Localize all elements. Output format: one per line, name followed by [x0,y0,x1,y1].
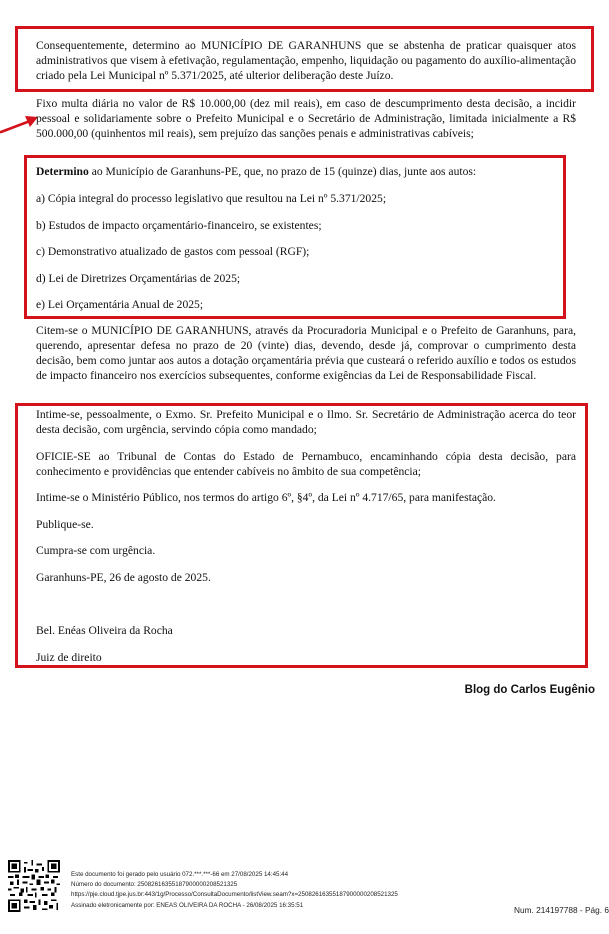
paragraph-determino [36,164,556,179]
paragraph-cumpra: Cumpra-se com urgência. [36,544,156,557]
footer-info [71,870,398,911]
signature-title: Juiz de direito [36,651,102,664]
list-item-a: a) Cópia integral do processo legislativo que resultou na Lei nº 5.371/2025; [36,192,387,205]
list-item-d: d) Lei de Diretrizes Orçamentárias de 2025; [36,272,241,285]
paragraph-multa: Fixo multa diária no valor de R$ 10.000,00 (dez mil reais), em caso de descumprimento desta decisão, a incidir pessoal e solidariamente sobre o Prefeito Municipal e o Secretário de Administração, limitada inicialmente a R$ 500.000,00 (quinhentos mil reais), sem prejuízo das sanções penais e administrativas cabíveis; [36,97,576,140]
paragraph-oficie: OFICIE-SE ao Tribunal de Contas do Estado de Pernambuco, encaminhando cópia desta decisão, para conhecimento e providências que entender cabíveis no âmbito de sua competência; [36,450,576,478]
footer-document-link[interactable]: https://pje.cloud.tjpe.jus.br:443/1g/Processo/ConsultaDocumento/listView.seam?x=25082616355187900000208521325 [71,891,398,899]
determino-bold: Determino [36,165,89,178]
footer-generated-by: Este documento foi gerado pelo usuário 072.***.***-66 em 27/08/2025 14:45:44 [71,871,289,878]
list-item-c: c) Demonstrativo atualizado de gastos com pessoal (RGF); [36,245,310,258]
list-item-e: e) Lei Orçamentária Anual de 2025; [36,298,204,311]
paragraph-consequentemente: Consequentemente, determino ao MUNICÍPIO DE GARANHUNS que se abstenha de praticar quaisquer atos administrativos que visem à efetivação, regulamentação, empenho, liquidação ou pagamento do auxílio-alimentação criado pela Lei Municipal nº 5.371/2025, até ulterior deliberação deste Juízo. [36,39,576,82]
paragraph-intime: Intime-se, pessoalmente, o Exmo. Sr. Prefeito Municipal e o Ilmo. Sr. Secretário de Administração acerca do teor desta decisão, com urgência, servindo cópia como mandado; [36,408,576,436]
paragraph-data: Garanhuns-PE, 26 de agosto de 2025. [36,571,211,584]
qr-code-icon [8,860,60,912]
paragraph-ministerio: Intime-se o Ministério Público, nos termos do artigo 6º, §4º, da Lei nº 4.717/65, para manifestação. [36,491,496,504]
page-number: Num. 214197788 - Pág. 6 [513,905,609,915]
list-item-b: b) Estudos de impacto orçamentário-financeiro, se existentes; [36,219,322,232]
blog-label: Blog do Carlos Eugênio [464,684,595,696]
paragraph-publique: Publique-se. [36,518,94,531]
footer-document-number: Número do documento: 25082616355187900000208521325 [71,881,238,889]
red-arrow-icon [0,112,40,136]
determino-text: ao Município de Garanhuns-PE, que, no prazo de 15 (quinze) dias, junte aos autos: [88,165,477,178]
highlight-box-2 [24,155,566,319]
footer-signed-by: Assinado eletronicamente por: ENEAS OLIVEIRA DA ROCHA - 26/08/2025 16:35:51 [71,901,304,909]
signature-name: Bel. Enéas Oliveira da Rocha [36,624,173,637]
paragraph-citem: Citem-se o MUNICÍPIO DE GARANHUNS, através da Procuradoria Municipal e o Prefeito de Garanhuns, para, querendo, apresentar defesa no prazo de 20 (vinte) dias, devendo, desde já, comprovar o cumprimento desta decisão, bem como juntar aos autos a dotação orçamentária prévia que custeará o referido auxílio e todos os estudos de impacto financeiro nos exercícios subsequentes, conforme exigências da Lei de Responsabilidade Fiscal. [36,324,576,382]
